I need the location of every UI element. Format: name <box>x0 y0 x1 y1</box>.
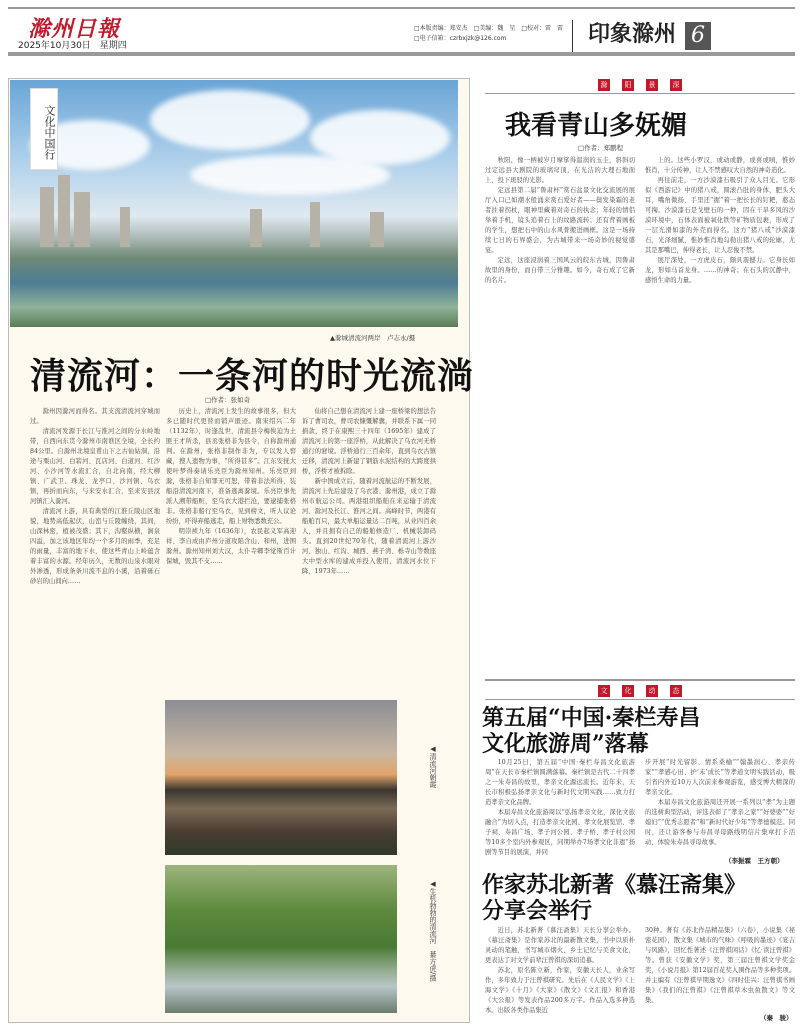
river-city-photo <box>10 80 458 327</box>
feature-author: □作者：张如奇 <box>205 396 251 404</box>
paragraph: 滁州因滁河而得名。其支流清流河穿城而过。 <box>30 408 160 425</box>
sunrise-river-photo <box>165 700 397 855</box>
paragraph: 再往前走，一方沙漠漆石吸引了众人目光。它形似《西游记》中的猪八戒，圆滚凸肚的身体，肥头大耳，嘴角微扬，手里还“握”着一把长长的钉耙，憨态可掬。沙漠漆石是戈壁石的一种，因在干旱多风的沙漠环境中，石体表面被氧化铁等矿物质包裹，形成了一层光滑如漆的外壳而得名。这方“猪八戒”沙漠漆石，光泽细腻，惟妙惟肖地勾勒出猪八戒的轮廓，尤其是那嘴巴，伸得老长，让人忍俊不禁。 <box>645 177 795 254</box>
kicker-char: 阳 <box>622 79 634 91</box>
paragraph: 仙将自己想在清流河上建一座桥梁的想法告诉了曹司农，曹司农慷慨解囊，并联系下属一同捐款，终于在康熙三十四年（1695年）建成了清流河上的第一座浮桥，从此解决了乌衣河无桥通行的窘境。浮桥通行三百余年，直到乌衣古镇迁移，清流河上新建了钢筋水泥结构的大跨度拱桥，浮桥才被拆除。 <box>302 408 436 475</box>
paragraph: 10月25日，第五届“中国·秦栏寿昌文化旅游周”在天长市秦栏镇圆满落幕。秦栏镇是古代二十四孝之一朱寿昌的故里，孝亲文化源远流长。近年来，天长市积极弘扬孝亲文化与新时代文明实践……致力打造孝亲文化品牌。 <box>485 759 635 806</box>
paragraph: 苏北，原名陈立新，作家，安徽天长人，业余写作，多年致力于汪曾祺研究。先后在《人民文学》《上海文学》《十月》《大家》《散文》《文汇报》和香港《大公报》等发表作品200多万字。作品入选多种选本。出版各类作品集近 <box>485 967 635 1014</box>
title-line: 文化旅游周”落幕 <box>482 731 649 757</box>
staff-info <box>414 24 563 44</box>
kicker-rule <box>485 93 795 94</box>
paragraph: 本届寿昌文化旅游周以“弘扬孝亲文化，深化文旅融合”为切入点，打造孝亲文化园、孝文化展览馆、孝子祠、寿昌广场、孝子河公园、孝子桥、孝子村公园等10多个室内外参观区，同期举办7场孝文化非遗“扬剧等节目的展演，并同 <box>485 809 635 856</box>
header-bottom-rule <box>8 52 795 56</box>
news-column-1 <box>485 758 635 858</box>
essay-column-2 <box>645 156 795 656</box>
photo-caption: ▲滁城清流河两岸 卢志永/摄 <box>330 334 416 342</box>
photo-caption-green: ◀生机勃勃的清流河 綦方虎/摄 <box>429 880 437 982</box>
paragraph: 明崇祯九年（1636年），农民起义军高迎祥、李自成由庐州分道攻陷含山、和州，进围滁州。滁州知州刘大汉，太仆寺卿李觉斯百计保城，毁其不支…… <box>166 528 296 565</box>
book-credit: （秦 骏） <box>760 1014 793 1022</box>
book-column-1 <box>485 926 635 1018</box>
paragraph: 展厅深处，一方虎皮石，颇具震撼力。它身长如龙，形如马首龙身。……的神奇；在石头的沉静中，感悟生命的力量。 <box>645 257 795 284</box>
feature-column-3 <box>302 407 436 692</box>
essay-column-1 <box>485 156 635 656</box>
page-number: 6 <box>685 22 711 50</box>
kicker-char: 动 <box>646 685 658 697</box>
feature-column-1 <box>30 407 160 1017</box>
green-river-photo <box>165 865 397 1013</box>
book-column-2 <box>645 926 795 1011</box>
news-title-shouchang <box>482 705 700 757</box>
column-logo-tag: 文化中国行 <box>30 88 58 170</box>
email-line: □电子信箱：czrbxjzk@126.com <box>414 35 507 42</box>
top-rule <box>8 7 795 9</box>
paragraph: 定远，这座浸润着三国风云的皖东古城，因鲁肃故里的身份，而自带三分雅趣。如今，奇石成了它新的名片。 <box>485 257 635 284</box>
paragraph: 本届寿昌文化旅游周还开展一系列以“孝”为主题的选树典型活动，评选表彰了“孝亲之家”“好婆婆”“好媳妇”“优秀志愿者”和“新时代好少年”等孝德模范。同时，还让游客参与寿昌寻母路线明信片集章打卡活动，体验朱寿昌寻母故事。 <box>645 799 795 846</box>
header-divider <box>572 20 573 54</box>
title-line: 分享会举行 <box>482 898 593 924</box>
kicker-char: 态 <box>670 685 682 697</box>
photo-caption-sunrise: ◀清流河朝霞 <box>429 745 437 788</box>
news-title-book <box>482 872 746 924</box>
paragraph: 秋阳，像一柄被岁月摩挲得温润的玉圭，斜斜切过定远县大剧院的玻璃穹顶，在光洁的大理石地面上，投下斑驳的光影。 <box>485 157 635 184</box>
feature-column-2 <box>166 407 296 692</box>
editor-line: □本版责编：郑安杰 □美编：魏 星 □校对：雷 雷 <box>414 25 564 32</box>
kicker-rule-top <box>485 679 795 681</box>
kicker-char: 深 <box>670 79 682 91</box>
newspaper-logo: 滁州日報 <box>28 16 121 42</box>
kicker-char: 文 <box>598 685 610 697</box>
kicker-culture <box>485 685 795 697</box>
issue-date: 2025年10月30日 星期四 <box>18 41 127 51</box>
news-credit: （李振霖 王方朝） <box>725 857 784 865</box>
title-line: 作家苏北新著《慕汪斋集》 <box>482 872 747 898</box>
paragraph: 步开展“时光留影、情系桑榆”“翰墨润心、孝亲传家”“孝感心田、护‘未’成长”等孝道文明实践活动，吸引省内外近10万人次前来参观游览，感受博大精深的孝亲文化。 <box>645 759 795 796</box>
paragraph: 30种。著有《苏北作品精品集》（六卷），小说集《秘密花园》，散文集《城市的气味》《呼吸的墨迹》《宴吉与风路》，回忆性著述《汪曾祺闲话》《忆·读汪曾祺》等。曾获《安徽文学》奖，第三届汪曾祺文学奖金奖，《小说月报》第12届百花奖入围作品等多种奖项。并主编有《汪曾祺早期逸文》《四时佳兴：汪曾祺书画集》《我们的汪曾祺》《汪曾祺草木虫鱼散文》等文集。 <box>645 927 795 1004</box>
title-line: 第五届“中国·秦栏寿昌 <box>482 705 701 731</box>
essay-author: □作者：郑鹏程 <box>578 144 624 152</box>
paragraph: 清流河上游，具有典型的江淮丘陵山区地貌，地势高低起伏，山峦与丘陵缠绕，其间，山深林密，植被茂盛；其下，沟壑纵横，涧泉四溢，加之该地区年均一个多月的雨季，充足的雨量，丰富的地下水，使这些青山上岭蕴含着丰富的水源。经年历久，无数的山泉水眼对外渗透，形成条条川流不息的小溪，沿着砾石砂岩的山间向…… <box>30 508 160 585</box>
essay-title: 我看青山多妩媚 <box>505 111 688 141</box>
section-title: 印象滁州 <box>588 22 677 47</box>
paragraph: 清流河发源于长江与淮河之间的分水岭地带，自西向东贯今滁州市南谯区全境，全长约84公里。自滁州北境皇甫山下之古仙姑洞，沿途与栗山河、白箬河、瓦店河、白道河、红沙河、小沙河等水流汇合，自北向南，经大柳镇、广武卫、珠龙、龙亭口、沙河镇、乌衣镇，再折而向东，与来安水汇合，至来安县汊河镇汇入滁河。 <box>30 428 160 505</box>
paragraph: 历史上，清流河上发生的故事很多，但大多已随时代更替而销声匿迹。南宋绍兴二年（1132年），时逢乱世，清流县令梅俟迫为土匪王才所杀，县丞张格非为县令，自称滁州通判。在滁州，张格非制作非为，专以发人窖藏，搜人遗物为事，“所得甚多”。江东安抚大使叶梦得奏请乐亮臣为滁州知州。乐亮臣到滁，张格非自知罪无可恕，带着非法所得，装船沿清流河南下，准备逃离滁境。乐亮臣事先派人溯带船赃，至乌衣大港拦沧，要逮捕张格非。张格非船行至乌衣，见到榜文，听人议论纷纷，吓得弃船逃走，船上财物悉数充公。 <box>166 408 296 525</box>
paragraph: 近日，苏北新著《慕汪斋集》天长分享会举办。《慕汪斋集》是作家苏北的最新散文集，书中以质朴灵动的笔触，书写城市烟火、乡土记忆与美食文化，更表达了对文学前辈汪曾祺的深切追慕。 <box>485 927 635 964</box>
paragraph: 定远县第二届“鲁肃杯”赏石盆景文化交流展的展厅入口已如潮水般涌来赏石爱好者——鬓发染霜的老者拄着拐杖，眼神里藏着对奇石的执念；年轻的情侣举着手机，镜头追着石上的纹路流转；还有背着画板的学生，想把石中的山水风骨搬进画框。这是一场持续七日的石界盛会，为古城带来一场奇妙的视觉盛宴。 <box>485 187 635 254</box>
feature-title: 清流河：一条河的时光流淌 <box>30 355 475 397</box>
kicker-char: 滁 <box>598 79 610 91</box>
paragraph: 新中国成立后，随着河流航运的不断发展，清流河上先后建设了乌衣港、滁州港，成立了滁州市航运公司。两港组织船舶在来运输于清流河、滁河及长江、淮河之间。高峰时节，两港有船舶百只，最大单船运量达二百吨，从业四百余人，并且拥有自己的船舶修造厂、机械装卸码头。直到20世纪70年代，随着清流河上游沙河、独山、红沟、城西、燕子湾、栎寺山等数座大中型水库的建成并投入使用，清流河水位下降，1973年…… <box>302 478 436 575</box>
paragraph: 上的。这些小罗汉，或动或静，或喜或嗔，惟妙惟肖，十分传神，让人不禁感叹大自然的神奇造化。 <box>645 157 795 174</box>
kicker-char: 化 <box>622 685 634 697</box>
kicker-char: 景 <box>646 79 658 91</box>
news-column-2 <box>645 758 795 853</box>
kicker-chuyang <box>485 79 795 91</box>
kicker-rule-bottom <box>485 699 795 700</box>
